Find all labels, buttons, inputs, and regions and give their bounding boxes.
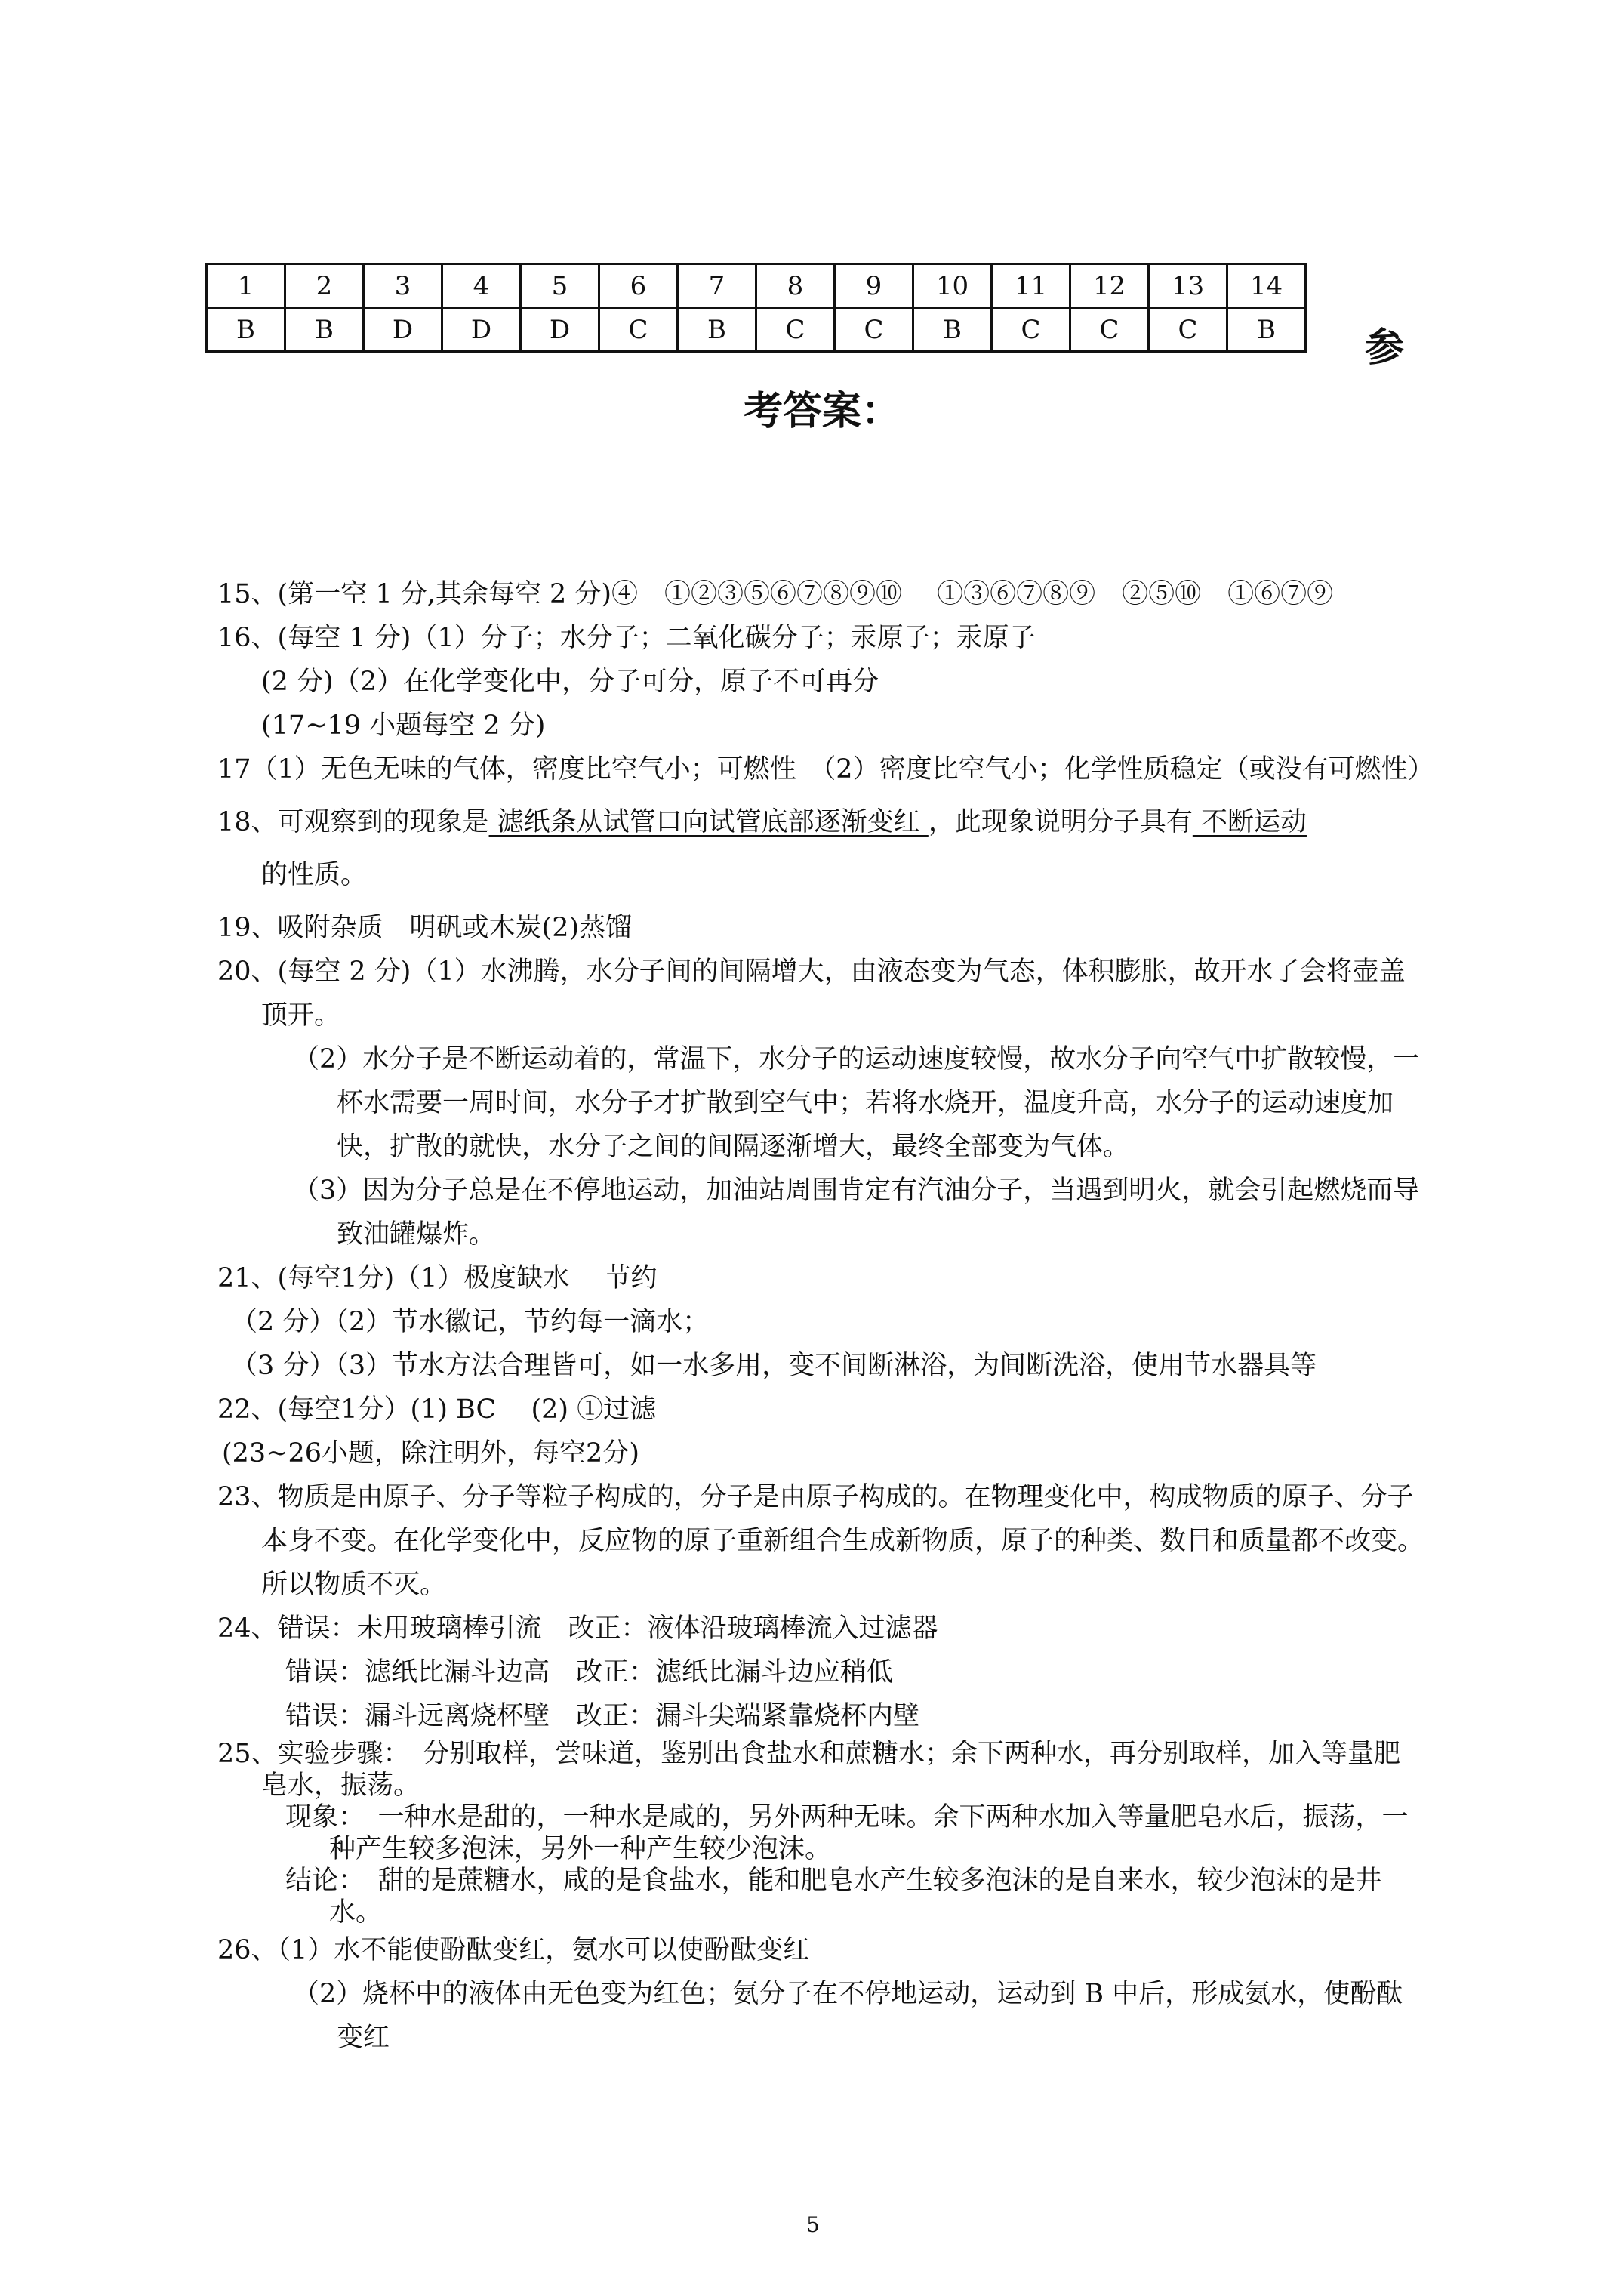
- table-cell: 3: [364, 264, 442, 308]
- table-cell: B: [1227, 308, 1306, 352]
- scoring-note-23-26: (23~26小题，除注明外，每空2分): [222, 1438, 639, 1469]
- answer-table-number-row: [207, 264, 1306, 308]
- page-title-part2: 考答案：: [744, 389, 901, 434]
- answer-q24-part1: 24、错误：未用玻璃棒引流 改正：液体沿玻璃棒流入过滤器: [217, 1613, 938, 1644]
- q18-blank-2: 不断运动: [1192, 807, 1307, 837]
- answer-q17: 17（1）无色无味的气体，密度比空气小；可燃性 （2）密度比空气小；化学性质稳定（或没有可燃性）: [217, 754, 1434, 784]
- table-cell: D: [521, 308, 599, 352]
- answer-q21-part1: 21、(每空1分)（1）极度缺水 节约: [217, 1263, 658, 1293]
- table-cell: C: [1070, 308, 1149, 352]
- table-cell: 11: [992, 264, 1070, 308]
- answer-q21-part3: （3 分）（3）节水方法合理皆可，如一水多用，变不间断淋浴，为间断洗浴，使用节水器具等: [231, 1351, 1317, 1381]
- table-cell: B: [285, 308, 364, 352]
- table-cell: C: [1149, 308, 1227, 352]
- answer-q20-part2: （2）水分子是不断运动着的，常温下，水分子的运动速度较慢，故水分子向空气中扩散较慢，一杯水需要一周时间，水分子才扩散到空气中；若将水烧开，温度升高，水分子的运动速度加快，扩散的就快，水分子之间的间隔逐渐增大，最终全部变为气体。: [293, 1044, 1420, 1162]
- table-cell: C: [756, 308, 835, 352]
- table-cell: 8: [756, 264, 835, 308]
- answer-q25-conclusion: 结论： 甜的是蔗糖水，咸的是食盐水，能和肥皂水产生较多泡沫的是自来水，较少泡沫的是井水。: [285, 1866, 1382, 1928]
- table-cell: C: [992, 308, 1070, 352]
- answer-q24-part2: 错误：滤纸比漏斗边高 改正：滤纸比漏斗边应稍低: [285, 1657, 894, 1687]
- table-cell: B: [207, 308, 285, 352]
- page-title-part1: 参: [1365, 325, 1405, 371]
- answer-q15: 15、(第一空 1 分,其余每空 2 分)④ ①②③⑤⑥⑦⑧⑨⑩ ①③⑥⑦⑧⑨ ②⑤⑩ ①⑥⑦⑨: [217, 579, 1334, 609]
- table-cell: 9: [835, 264, 913, 308]
- scoring-note-17-19: (17~19 小题每空 2 分): [261, 710, 546, 741]
- table-cell: B: [678, 308, 756, 352]
- q18-suffix: 的性质。: [261, 860, 368, 890]
- answer-q22: 22、(每空1分）(1) BC (2) ①过滤: [217, 1395, 657, 1425]
- table-cell: D: [442, 308, 521, 352]
- table-cell: 13: [1149, 264, 1227, 308]
- answer-q25-steps: 25、实验步骤： 分别取样，尝味道，鉴别出食盐水和蔗糖水；余下两种水，再分别取样，加入等量肥皂水，振荡。: [217, 1739, 1401, 1801]
- answer-body: [217, 572, 1434, 2060]
- table-cell: 2: [285, 264, 364, 308]
- answer-q16-part2: (2 分)（2）在化学变化中，分子可分，原子不可再分: [261, 667, 879, 697]
- table-cell: C: [599, 308, 678, 352]
- q18-mid: ，此现象说明分子具有: [928, 807, 1193, 837]
- answer-q20-part1: 20、(每空 2 分)（1）水沸腾，水分子间的间隔增大，由液态变为气态，体积膨胀，故开水了会将壶盖顶开。: [217, 957, 1406, 1031]
- answer-q26-part2: （2）烧杯中的液体由无色变为红色；氨分子在不停地运动，运动到 B 中后，形成氨水，使酚酞变红: [293, 1979, 1403, 2053]
- table-cell: 6: [599, 264, 678, 308]
- table-cell: B: [913, 308, 992, 352]
- answer-table-answer-row: [207, 308, 1306, 352]
- answer-q16-part1: 16、(每空 1 分)（1）分子；水分子；二氧化碳分子；汞原子；汞原子: [217, 623, 1036, 653]
- answer-q20-part3: （3）因为分子总是在不停地运动，加油站周围肯定有汽油分子，当遇到明火，就会引起燃烧而导致油罐爆炸。: [293, 1176, 1420, 1250]
- table-cell: 12: [1070, 264, 1149, 308]
- table-cell: 14: [1227, 264, 1306, 308]
- table-cell: 7: [678, 264, 756, 308]
- table-cell: 10: [913, 264, 992, 308]
- answer-q19: 19、吸附杂质 明矾或木炭(2)蒸馏: [217, 913, 633, 943]
- table-cell: 4: [442, 264, 521, 308]
- table-cell: 1: [207, 264, 285, 308]
- answer-q24-part3: 错误：漏斗远离烧杯壁 改正：漏斗尖端紧靠烧杯内壁: [285, 1701, 920, 1731]
- table-cell: D: [364, 308, 442, 352]
- q18-blank-1: 滤纸条从试管口向试管底部逐渐变红: [488, 807, 929, 837]
- page-number: 5: [806, 2212, 820, 2237]
- answer-q25-phenomenon: 现象： 一种水是甜的，一种水是咸的，另外两种无味。余下两种水加入等量肥皂水后，振荡，一种产生较多泡沫，另外一种产生较少泡沫。: [285, 1802, 1409, 1864]
- q18-prefix: 18、可观察到的现象是: [217, 807, 489, 837]
- answer-q26-part1: 26、（1）水不能使酚酞变红，氨水可以使酚酞变红: [217, 1935, 810, 1965]
- answer-q21-part2: （2 分）（2）节水徽记，节约每一滴水；: [231, 1307, 710, 1337]
- table-cell: 5: [521, 264, 599, 308]
- answer-q23: 23、物质是由原子、分子等粒子构成的，分子是由原子构成的。在物理变化中，构成物质的原子、分子本身不变。在化学变化中，反应物的原子重新组合生成新物质，原子的种类、数目和质量都不改变。所以物质不灭。: [217, 1482, 1424, 1600]
- answer-table: [205, 263, 1307, 353]
- answer-q18: [217, 800, 1425, 844]
- table-cell: C: [835, 308, 913, 352]
